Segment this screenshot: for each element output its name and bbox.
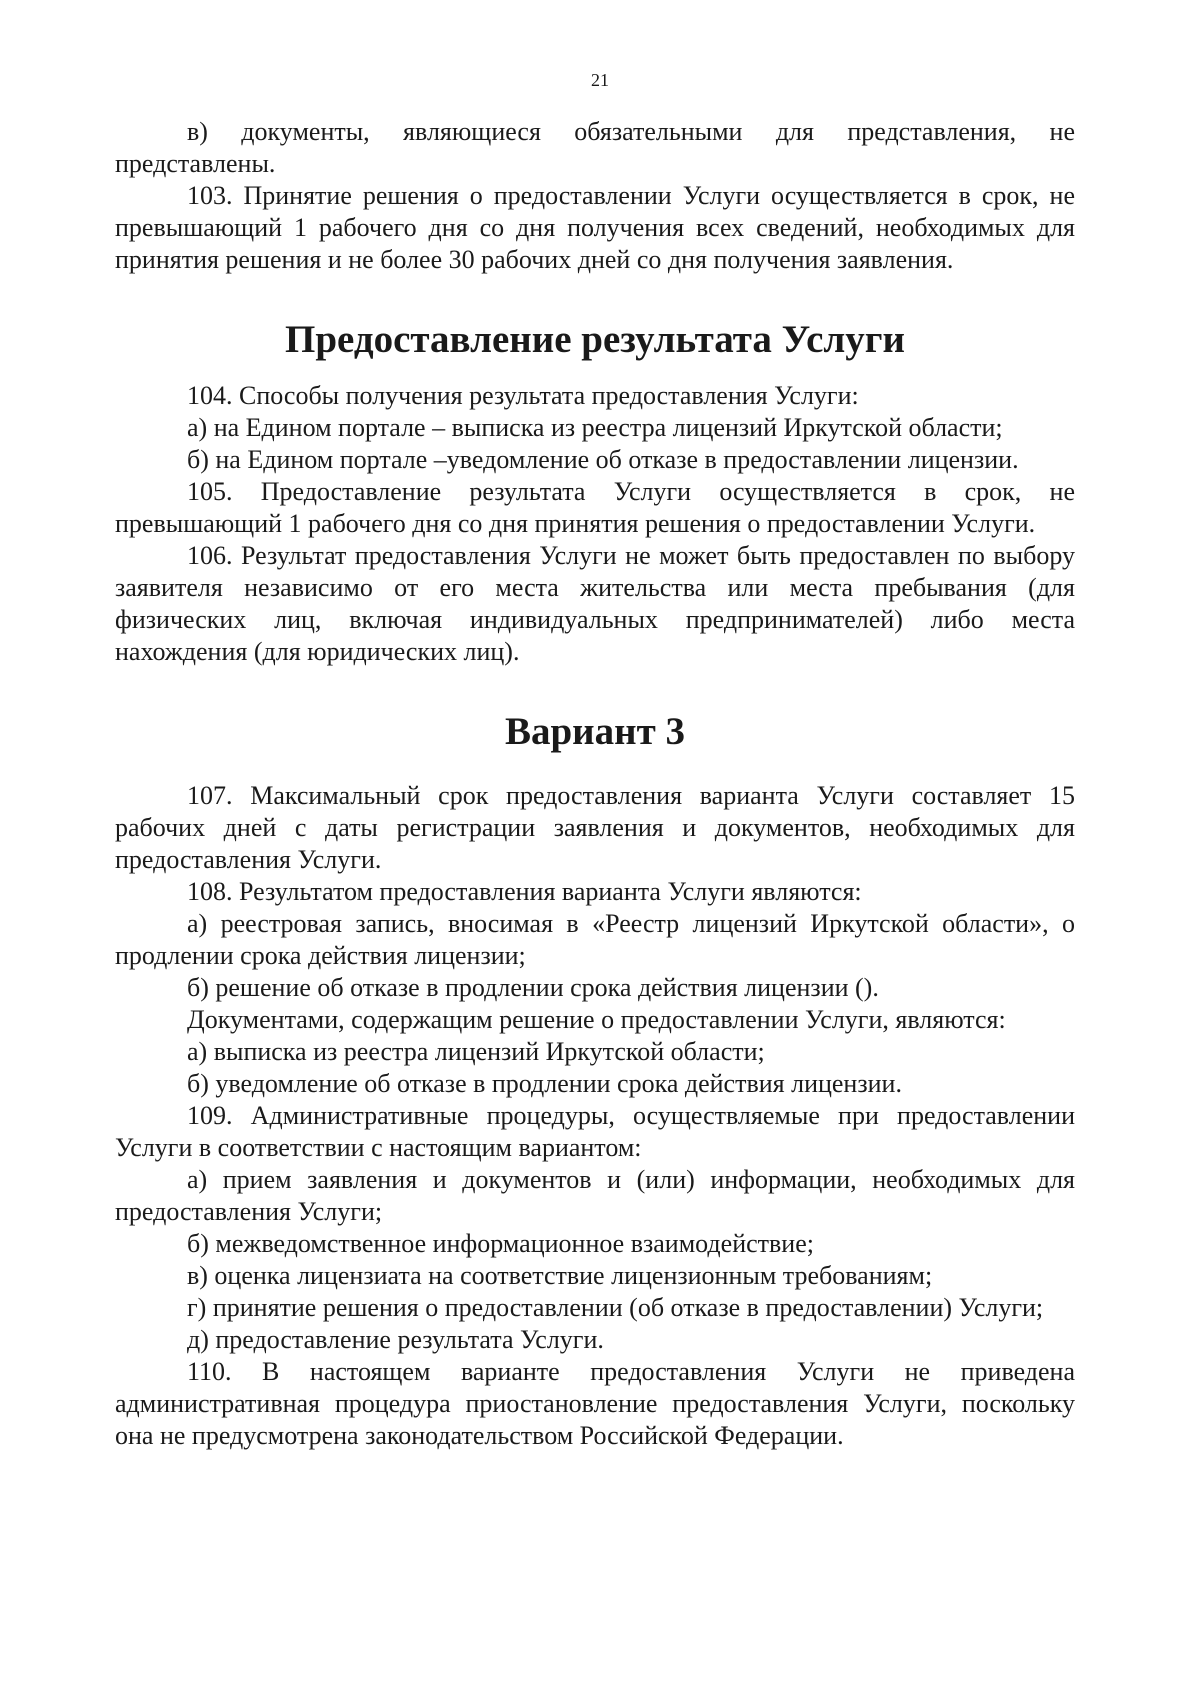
paragraph-107: 107. Максимальный срок предоставления варианта Услуги составляет 15 рабочих дней с даты регистрации заявления и документов, необходимых для предоставления Услуги.	[115, 781, 1075, 874]
paragraph-104-a: а) на Едином портале – выписка из реестра лицензий Иркутской области;	[187, 413, 1003, 442]
paragraph-109-a: а) прием заявления и документов и (или) информации, необходимых для предоставления Услуги;	[115, 1165, 1075, 1226]
paragraph-109-d: д) предоставление результата Услуги.	[187, 1325, 604, 1354]
paragraph-108: 108. Результатом предоставления варианта Услуги являются:	[187, 877, 862, 906]
paragraph-103: 103. Принятие решения о предоставлении Услуги осуществляется в срок, не превышающий 1 рабочего дня со дня получения всех сведений, необходимых для принятия решения и не более 30 рабочих дней со дня получения заявления.	[115, 181, 1075, 274]
paragraph-108-b: б) решение об отказе в продлении срока действия лицензии ().	[187, 973, 879, 1002]
page-number: 21	[591, 70, 609, 90]
paragraph-109: 109. Административные процедуры, осуществляемые при предоставлении Услуги в соответствии с настоящим вариантом:	[115, 1101, 1075, 1162]
paragraph-v-documents: в) документы, являющиеся обязательными для представления, не представлены.	[115, 117, 1075, 178]
paragraph-documents-a: а) выписка из реестра лицензий Иркутской области;	[187, 1037, 765, 1066]
paragraph-108-a: а) реестровая запись, вносимая в «Реестр лицензий Иркутской области», о продлении срока действия лицензии;	[115, 909, 1075, 970]
document-body	[115, 116, 1075, 1452]
paragraph-104: 104. Способы получения результата предоставления Услуги:	[187, 381, 859, 410]
paragraph-documents-b: б) уведомление об отказе в продлении срока действия лицензии.	[187, 1069, 902, 1098]
section-title-variant-3: Вариант 3	[504, 710, 686, 753]
paragraph-104-b: б) на Едином портале –уведомление об отказе в предоставлении лицензии.	[187, 445, 1019, 474]
paragraph-109-v: в) оценка лицензиата на соответствие лицензионным требованиям;	[187, 1261, 933, 1290]
section-title-result: Предоставление результата Услуги	[285, 318, 905, 361]
paragraph-documents-decision: Документами, содержащим решение о предоставлении Услуги, являются:	[187, 1005, 1006, 1034]
paragraph-105: 105. Предоставление результата Услуги осуществляется в срок, не превышающий 1 рабочего дня со дня принятия решения о предоставлении Услуги.	[115, 477, 1075, 538]
paragraph-109-b: б) межведомственное информационное взаимодействие;	[187, 1229, 814, 1258]
paragraph-110: 110. В настоящем варианте предоставления Услуги не приведена административная процедура приостановление предоставления Услуги, поскольку она не предусмотрена законодательством Российской Федерации.	[115, 1357, 1075, 1450]
paragraph-109-g: г) принятие решения о предоставлении (об отказе в предоставлении) Услуги;	[187, 1293, 1044, 1322]
paragraph-106: 106. Результат предоставления Услуги не может быть предоставлен по выбору заявителя независимо от его места жительства или места пребывания (для физических лиц, включая индивидуальных предпринимателей) либо места нахождения (для юридических лиц).	[115, 541, 1075, 666]
